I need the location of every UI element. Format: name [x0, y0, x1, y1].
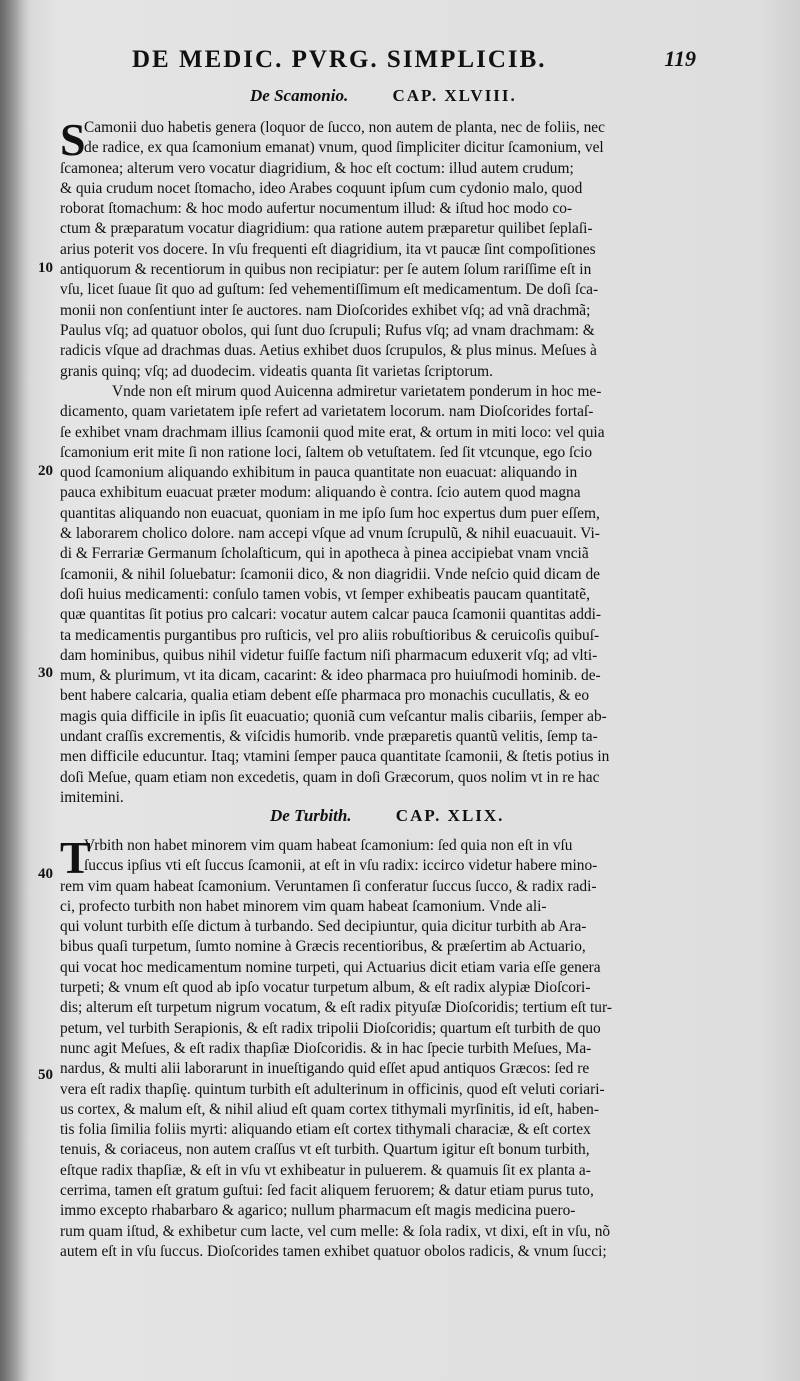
- text-line: dis; alterum eſt turpetum nigrum vocatum, & eſt radix pityuſæ Dioſcoridis; tertium eſt tur-: [60, 999, 612, 1017]
- text-line: turpeti; & vnum eſt quod ab ipſo vocatur turpetum album, & eſt radix alypiæ Dioſcori-: [60, 979, 591, 997]
- running-head: DE MEDIC. PVRG. SIMPLICIB.: [132, 46, 547, 73]
- text-line: tis folia ſimilia foliis myrti: aliquando etiam eſt cortex tithymali characiæ, & eſt cortex: [60, 1121, 591, 1139]
- margin-line-number: 50: [38, 1067, 53, 1083]
- text-line: vera eſt radix thapſię. quintum turbith eſt adulterinum in officinis, quod eſt veluti coriari-: [60, 1080, 605, 1098]
- chapter-49-title: De Turbith.: [270, 806, 352, 825]
- text-line: dicamento, quam varietatem ipſe refert ad varietatem locorum. nam Dioſcorides fortaſ-: [60, 403, 594, 421]
- margin-line-number: 20: [38, 463, 53, 479]
- page-number: 119: [664, 46, 696, 71]
- text-line: bent habere calcaria, qualia etiam debent eſſe pharmaca pro monachis cucullatis, & eo: [60, 687, 590, 705]
- text-line: immo excepto rhabarbaro & agarico; nullum pharmacum eſt magis medicina puero-: [60, 1202, 576, 1220]
- text-line: & laborarem cholico dolore. nam accepi vſque ad vnum ſcrupulũ, & nihil euacuauit. Vi-: [60, 525, 600, 543]
- text-line: tenuis, & coriaceus, non autem craſſus vt eſt turbith. Quartum igitur eſt bonum turbith,: [60, 1141, 590, 1159]
- text-line: petum, vel turbith Serapionis, & eſt radix tripolii Dioſcoridis; quartum eſt turbith de quo: [60, 1019, 601, 1037]
- text-line: magis quia difficile in ipſis ſit euacuatio; quoniã cum veſcantur malis cibariis, ſemper ab-: [60, 707, 607, 725]
- text-line: antiquorum & recentiorum in quibus non recipiatur: per ſe autem ſolum rariſſime eſt in: [60, 261, 592, 279]
- text-line: mum, & plurimum, vt ita dicam, cacarint: & ideo pharmaca pro huiuſmodi hominib. de-: [60, 667, 601, 685]
- text-line: autem eſt in vſu ſuccus. Dioſcorides tamen exhibet quatuor obolos radicis, & vnum ſucci;: [60, 1242, 607, 1260]
- chapter-48-paragraph-2: [60, 382, 686, 808]
- text-line: rem vim quam habeat ſcamonium. Veruntamen ſi conferatur ſuccus ſucco, & radix radi-: [60, 877, 597, 895]
- chapter-49-heading: [270, 806, 720, 826]
- text-line: monii non conſentiunt inter ſe auctores. nam Dioſcorides exhibet vſq; ad vnã drachmã;: [60, 301, 591, 319]
- text-line: Vnde non eſt mirum quod Auicenna admiretur varietatem ponderum in hoc me-: [112, 383, 602, 400]
- text-line: cerrima, tamen eſt gratum guſtui: ſed facit aliquem feruorem; & datur etiam purus tuto,: [60, 1182, 594, 1200]
- text-line: nardus, & multi alii laborarunt in inueſtigando quid eſſet apud antiquos Græcos: ſed re: [60, 1060, 590, 1078]
- text-line: & quia crudum nocet ſtomacho, ideo Arabes coquunt ipſum cum cydonio malo, quod: [60, 179, 583, 197]
- text-line: imitemini.: [60, 788, 124, 806]
- text-line: Vrbith non habet minorem vim quam habeat ſcamonium: ſed quia non eſt in vſu: [84, 837, 573, 854]
- chapter-49-dropcap: T: [60, 832, 91, 883]
- text-line: ta medicamentis purgantibus pro ruſticis, vel pro aliis robuſtioribus & ceruicoſis quibuſ-: [60, 626, 600, 644]
- text-line: di & Ferrariæ Germanum ſcholaſticum, qui in apotheca à pinea accipiebat vnam vnciã: [60, 545, 589, 563]
- text-line: ſcamonea; alterum vero vocatur diagridium, & hoc eſt coctum: illud autem crudum;: [60, 159, 574, 177]
- text-line: quæ quantitas ſit potius pro calcari: vocatur autem calcar pauca ſcamonii quantitas addi-: [60, 606, 602, 624]
- text-line: ctum & præparatum vocatur diagridium: qua ratione autem præparetur quilibet ſeplaſi-: [60, 220, 593, 238]
- text-line: roborat ſtomachum: & hoc modo aufertur nocumentum illud: & iſtud hoc modo co-: [60, 200, 573, 218]
- text-line: vſu, licet ſuaue ſit quo ad guſtum: ſed vehementiſſimum eſt medicamentum. De doſi ſca-: [60, 281, 599, 299]
- text-line: de radice, ex qua ſcamonium emanat) vnum, quod ſimpliciter dicitur ſcamonium, vel: [84, 139, 604, 157]
- margin-line-number: 40: [38, 866, 53, 882]
- text-line: arius poterit vos docere. In vſu frequenti eſt diagridium, ita vt paucæ ſint compoſitiones: [60, 240, 596, 258]
- text-line: rum quam iſtud, & exhibetur cum lacte, vel cum melle: & ſola radix, vt dixi, eſt in vſu, nõ: [60, 1222, 611, 1240]
- text-line: bibus quaſi turpetum, ſumto nomine à Græcis recentioribus, & præſertim ab Actuario,: [60, 938, 586, 956]
- text-line: undant craſſis excrementis, & viſcidis humorib. vnde præparetis quantũ velitis, ſemp ta-: [60, 728, 598, 746]
- chapter-49-text: [60, 832, 686, 1262]
- text-line: qui vocat hoc medicamentum nomine turpeti, qui Actuarius dicit etiam varia eſſe genera: [60, 958, 601, 976]
- text-line: radicis vſque ad drachmas duas. Aetius exhibet duos ſcrupulos, & plus minus. Meſues à: [60, 342, 597, 360]
- text-line: ſe exhibet vnam drachmam illius ſcamonii quod mite erat, & ortum in miti loco: vel quia: [60, 423, 605, 441]
- text-line: ſuccus ipſius vti eſt ſuccus ſcamonii, at eſt in vſu radix: iccirco videtur habere mino-: [84, 857, 598, 875]
- text-line: men difficile educuntur. Itaq; vtamini ſemper pauca quantitate ſcamonii, & ſtetis potius in: [60, 748, 610, 766]
- text-line: Paulus vſq; ad quatuor obolos, qui ſunt duo ſcrupuli; Rufus vſq; ad vnam drachmam: &: [60, 321, 595, 339]
- chapter-48-dropcap: S: [60, 114, 86, 165]
- margin-line-number: 30: [38, 665, 53, 681]
- text-line: eſtque radix thapſiæ, & eſt in vſu vt exhibeatur in puluerem. & quamuis ſit ex planta a-: [60, 1161, 591, 1179]
- text-line: doſi Meſue, quam etiam non excedetis, quam in doſi Græcorum, quos nolim vt in re hac: [60, 768, 600, 786]
- text-line: quod ſcamonium aliquando exhibitum in pauca quantitate non euacuat: aliquando in: [60, 464, 578, 482]
- margin-line-number: 10: [38, 260, 53, 276]
- text-line: nunc agit Meſues, & eſt radix thapſiæ Dioſcoridis. & in hac ſpecie turbith Meſues, Ma-: [60, 1039, 592, 1057]
- chapter-48-paragraph-1: [60, 114, 686, 382]
- text-line: doſi huius medicamenti: conſulo tamen vobis, vt ſemper exhibeatis paucam quantitatẽ,: [60, 585, 590, 603]
- text-line: ſcamonium erit mite ſi non ratione loci, ſaltem ob vetuſtatem. ſed ſit vtcunque, ego ſcio: [60, 443, 593, 461]
- chapter-48-title: De Scamonio.: [250, 86, 349, 105]
- text-line: qui volunt turbith eſſe dictum à turbando. Sed decipiuntur, quia dicitur turbith ab Ara-: [60, 918, 587, 936]
- text-line: dam hominibus, quibus nihil videtur fuiſſe factum niſi pharmacum eduxerit vſq; ad vlti-: [60, 646, 598, 664]
- spine-shadow: [0, 0, 30, 1381]
- text-line: us cortex, & malum eſt, & nihil aliud eſt quam cortex tithymali myrſinitis, id eſt, haben-: [60, 1100, 599, 1118]
- chapter-48-heading: [250, 86, 700, 106]
- text-line: ci, profecto turbith non habet minorem vim quam habeat ſcamonium. Vnde ali-: [60, 897, 547, 915]
- chapter-48-number: CAP. XLVIII.: [392, 86, 517, 105]
- chapter-49-number: CAP. XLIX.: [395, 806, 505, 825]
- text-line: pauca exhibitum euacuat præter modum: aliquando è contra. ſcio autem quod magna: [60, 484, 581, 502]
- text-line: ſcamonii, & nihil ſoluebatur: ſcamonii dico, & non diagridii. Vnde neſcio quid dicam de: [60, 565, 600, 583]
- text-line: granis quinq; vſq; ad duodecim. videatis quanta ſit varietas ſcriptorum.: [60, 362, 493, 380]
- text-line: quantitas aliquando non euacuat, quoniam in me ipſo ſum hoc expertus dum puer eſſem,: [60, 504, 600, 522]
- text-line: Camonii duo habetis genera (loquor de ſucco, non autem de planta, nec de foliis, nec: [84, 119, 605, 136]
